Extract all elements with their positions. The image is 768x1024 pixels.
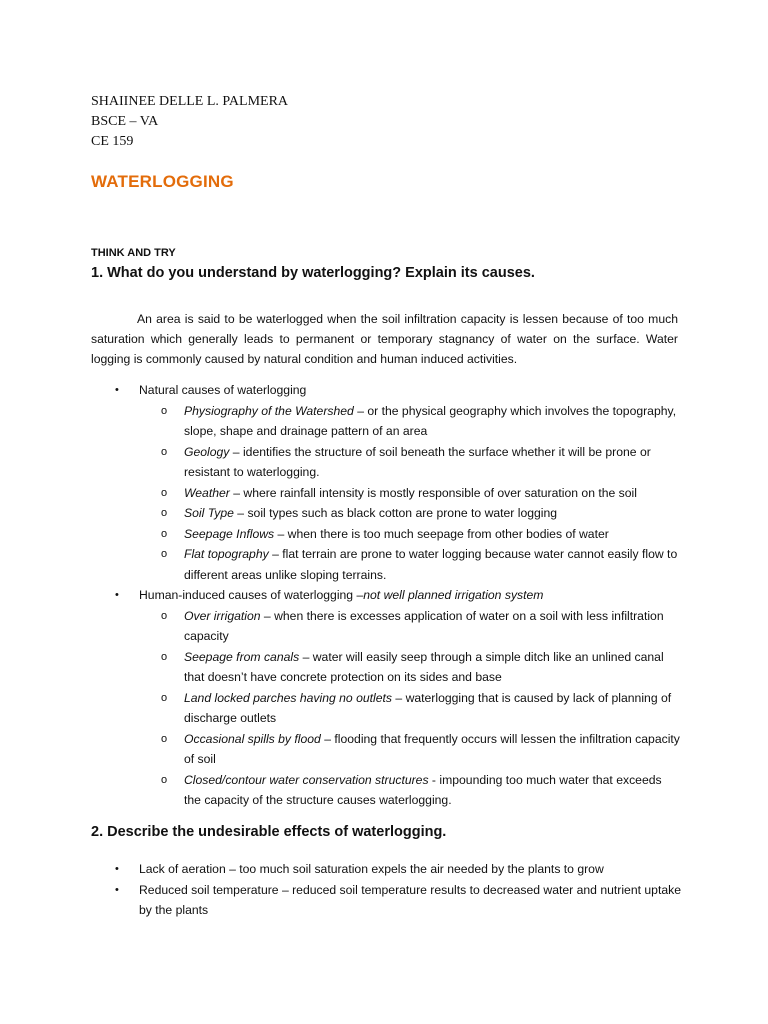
circle-bullet-icon: o [161,486,168,499]
cause-description: – waterlogging that is caused by lack of planning of discharge outlets [184,690,672,725]
effect-item [91,859,691,880]
natural-causes-sublist-wrapper [91,401,691,586]
bullet-icon: • [115,863,119,875]
causes-list [91,380,691,811]
human-causes-sublist [91,606,691,811]
natural-causes-item [91,380,691,401]
intro-paragraph: An area is said to be waterlogged when the soil infiltration capacity is lessen because of too much saturation which generally leads to permanent or temporary stagnancy of water on the surface. Water logging is commonly caused by natural condition and human induced activities. [91,312,678,366]
cause-description: – when there is too much seepage from other bodies of water [274,526,609,541]
human-causes-item [91,585,691,606]
natural-cause-item [91,544,680,585]
cause-term: Occasional spills by flood [184,731,321,746]
cause-term: Land locked parches having no outlets [184,690,393,705]
circle-bullet-icon: o [161,773,168,786]
author-header [91,92,288,152]
human-causes-note: not well planned irrigation system [363,588,544,602]
circle-bullet-icon: o [161,609,168,622]
cause-term: Weather [184,485,230,500]
effect-text: Lack of aeration – too much soil saturation expels the air needed by the plants to grow [139,862,604,876]
human-cause-item [91,770,680,811]
cause-description: – identifies the structure of soil beneath the surface whether it will be prone or resistant to waterlogging. [184,444,651,479]
natural-cause-item [91,503,680,524]
natural-cause-item [91,483,680,504]
cause-term: Geology [184,444,230,459]
question-2: 2. Describe the undesirable effects of waterlogging. [91,824,447,840]
natural-causes-label: Natural causes of waterlogging [139,383,307,397]
circle-bullet-icon: o [161,691,168,704]
subject-code: CE 159 [91,134,134,149]
natural-cause-item [91,442,680,483]
natural-cause-item [91,524,680,545]
circle-bullet-icon: o [161,548,168,560]
author-name: SHAIINEE DELLE L. PALMERA [91,94,289,109]
circle-bullet-icon: o [161,404,168,417]
cause-description: – or the physical geography which involves the topography, slope, shape and drainage pattern of an area [184,403,677,438]
cause-term: Physiography of the Watershed [184,403,354,418]
cause-description: - impounding too much water that exceeds the capacity of the structure causes waterlogging. [184,772,662,807]
human-cause-item [91,647,680,688]
circle-bullet-icon: o [161,732,168,745]
circle-bullet-icon: o [161,650,168,663]
effects-list [91,859,691,921]
cause-term: Soil Type [184,506,234,520]
document-title: WATERLOGGING [91,172,234,191]
human-causes-label: Human-induced causes of waterlogging – [139,588,364,602]
bullet-icon: • [115,883,119,896]
natural-cause-item [91,401,680,442]
human-cause-item [91,688,680,729]
circle-bullet-icon: o [161,445,168,458]
question-1: 1. What do you understand by waterlogging? Explain its causes. [91,265,535,281]
cause-term: Closed/contour water conservation structures [184,772,429,787]
cause-description: – flat terrain are prone to water logging because water cannot easily flow to different areas unlike sloping terrains. [184,547,678,582]
cause-term: Seepage Inflows [184,526,275,541]
cause-description: – where rainfall intensity is mostly responsible of over saturation on the soil [229,485,637,500]
section-label: THINK AND TRY [91,247,176,259]
cause-description: – soil types such as black cotton are prone to water logging [233,506,558,520]
circle-bullet-icon: o [161,507,168,519]
cause-description: – water will easily seep through a simple ditch like an unlined canal that doesn’t have concrete protection on its sides and base [184,649,664,684]
effect-text: Reduced soil temperature – reduced soil temperature results to decreased water and nutrient uptake by the plants [139,882,681,917]
cause-term: Flat topography [184,547,269,561]
cause-description: – flooding that frequently occurs will lessen the infiltration capacity of soil [184,731,680,766]
bullet-icon: • [115,384,119,396]
course-section: BSCE – VA [91,114,159,129]
cause-term: Seepage from canals [184,649,300,664]
cause-description: – when there is excesses application of water on a soil with less infiltration capacity [184,608,664,643]
effect-item [91,880,691,921]
bullet-icon: • [115,589,119,601]
human-cause-item [91,606,680,647]
circle-bullet-icon: o [161,527,168,540]
natural-causes-sublist [91,401,691,586]
human-causes-sublist-wrapper [91,606,691,811]
cause-term: Over irrigation [184,608,261,623]
human-cause-item [91,729,680,770]
